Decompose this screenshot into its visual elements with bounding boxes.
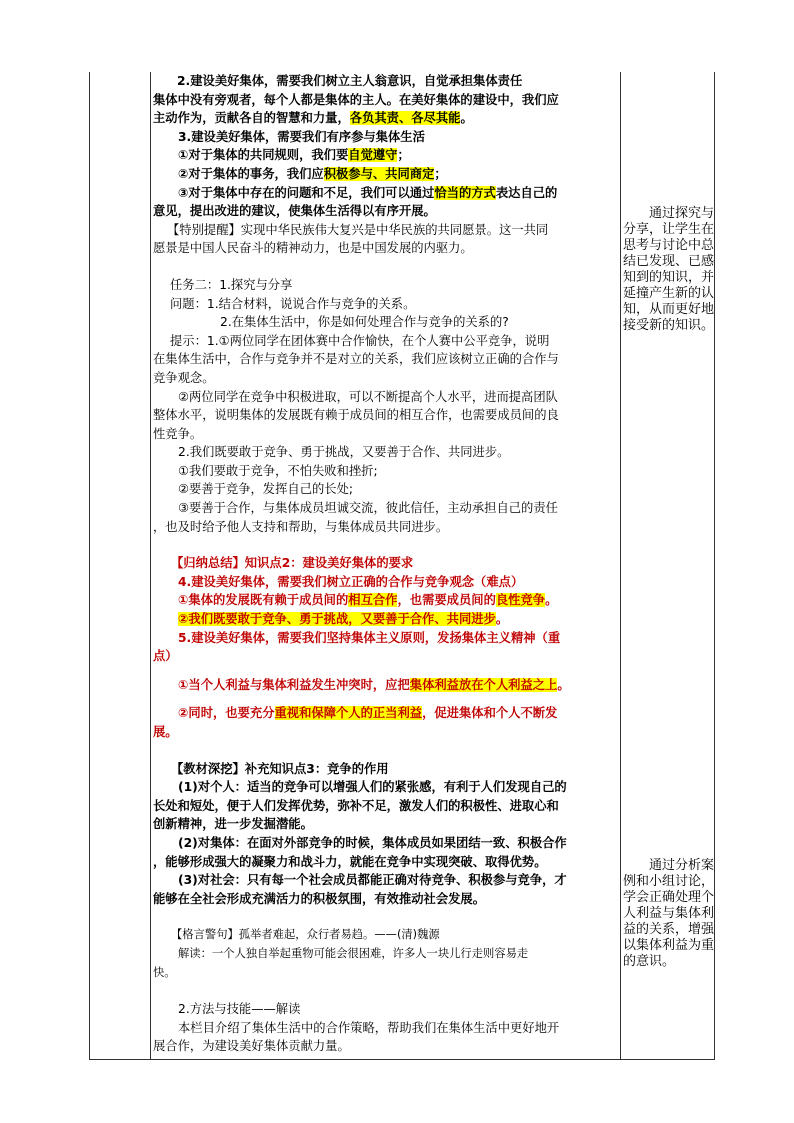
answer-item: ③要善于合作，与集体成员坦诚交流，彼此信任，主动承担自己的责任	[178, 501, 558, 516]
text-run: ①对于集体的共同规则，我们要	[178, 148, 349, 163]
deep-dive-text: 创新精神，进一步发掘潜能。	[153, 817, 313, 832]
side-note-line: 知，从而更好地	[623, 302, 715, 317]
highlight-text: 集体利益放在个人利益之上	[409, 677, 558, 692]
answer-item: ①我们要敢于竞争，不怕失败和挫折;	[178, 463, 378, 478]
point-4-item	[153, 610, 620, 629]
highlight-text: 恰当的方式	[434, 185, 496, 200]
side-note-line: 分享，让学生在	[623, 222, 715, 237]
section-quote	[153, 926, 620, 982]
highlight-text: 良性竞争	[495, 593, 546, 608]
summary-heading	[153, 554, 620, 573]
special-reminder: 【特别提醒】实现中华民族伟大复兴是中华民族的共同愿景。这一共同	[167, 222, 549, 237]
quote-text: 【格言警句】孤举者难起，众行者易趋。——(清)魏源	[171, 928, 440, 942]
highlight-text: 积极参与、共同商定	[323, 166, 435, 181]
answer-text: 在集体生活中，合作与竞争并不是对立的关系，我们应该树立正确的合作与	[153, 352, 559, 367]
side-note-1	[623, 206, 715, 334]
text-run: 表达自己的	[495, 185, 558, 200]
text-run: ①当个人利益与集体利益发生冲突时，应把	[178, 677, 410, 692]
method-title: 2.方法与技能——解读	[178, 1002, 301, 1017]
highlight-text: ②我们既要敢于竞争、勇于挑战，又要善于合作、共同进步	[178, 612, 496, 627]
text-run: ；	[397, 148, 410, 163]
point-3-item	[153, 165, 620, 184]
section-build-collective	[153, 72, 620, 258]
question-2: 2.在集体生活中，你是如何处理合作与竞争的关系的?	[220, 315, 509, 330]
side-note-line: 通过分析案	[649, 858, 715, 873]
summary-tag: 【归纳总结】	[171, 556, 245, 571]
text-run: ①集体的发展既有赖于成员间的	[178, 593, 349, 608]
deep-dive-text: 能够在全社会形成充满活力的积极氛围，有效推动社会发展。	[153, 891, 486, 906]
side-note-line: 以集体利益为重	[623, 938, 715, 953]
highlight-text: 相互合作	[348, 593, 398, 608]
point-2-text-line	[153, 109, 620, 128]
side-note-line: 的意识。	[623, 954, 676, 969]
text-run: ②同时，也要充分	[178, 706, 275, 721]
table-border-left	[89, 72, 90, 1060]
section-textbook-deep-dive	[153, 760, 620, 909]
highlight-text: 重视和保障个人的正当利益	[274, 706, 423, 721]
side-note-line: 延撞产生新的认	[623, 286, 715, 301]
side-note-line: 人利益与集体利	[623, 906, 715, 921]
table-border-bottom	[89, 1059, 715, 1060]
column-divider-2	[620, 72, 621, 1060]
highlight-text: 各负其责、各尽其能	[349, 111, 461, 126]
answer-text: ②两位同学在竞争中积极进取，可以不断提高个人水平，进而提高团队	[178, 389, 558, 404]
answer-text: 性竞争。	[153, 426, 203, 441]
side-note-line: 结已发现、已感	[623, 254, 715, 269]
answer-text: 整体水平，说明集体的发展既有赖于成员间的相互合作，也需要成员间的良	[153, 408, 559, 423]
deep-dive-heading: 【教材深挖】补充知识点3：竞争的作用	[171, 761, 389, 776]
side-note-line: 益的关系，增强	[623, 922, 715, 937]
side-note-line: 学会正确处理个	[623, 890, 715, 905]
point-4-item	[153, 591, 620, 610]
task-2-title: 任务二：1.探究与分享	[170, 277, 293, 292]
point-2-text-line: 集体中没有旁观者，每个人都是集体的主人。在美好集体的建设中，我们应	[153, 92, 559, 107]
side-note-line: 接受新的知识。	[623, 318, 715, 333]
point-5-heading: 5.建设美好集体，需要我们坚持集体主义原则，发扬集体主义精神（重	[178, 630, 561, 645]
text-run: 。	[545, 593, 558, 608]
special-reminder-cont: 愿景是中国人民奋斗的精神动力，也是中国发展的内驱力。	[153, 241, 473, 256]
question-1: 问题：1.结合材料，说说合作与竞争的关系。	[170, 296, 416, 311]
column-divider-1	[150, 72, 151, 1060]
side-note-line: 例和小组讨论，	[623, 874, 715, 889]
deep-dive-text: (3)对社会：只有每一个社会成员都能正确对待竞争、积极参与竞争，才	[178, 873, 567, 888]
text-run: 主动作为，贡献各自的智慧和力量，	[153, 111, 350, 126]
answer-text: 竞争观念。	[153, 370, 215, 385]
section-summary	[153, 554, 620, 741]
method-text-cont: 展合作，为建设美好集体贡献力量。	[153, 1039, 350, 1054]
side-note-line: 通过探究与	[649, 206, 715, 221]
side-note-line: 知到的知识，并	[623, 270, 715, 285]
deep-dive-text: ，能够形成强大的凝聚力和战斗力，就能在竞争中实现突破、取得优势。	[153, 854, 547, 869]
deep-dive-text: 长处和短处，便于人们发挥优势，弥补不足，激发人们的积极性、进取心和	[153, 798, 559, 813]
method-text: 本栏目介绍了集体生活中的合作策略，帮助我们在集体生活中更好地开	[178, 1020, 560, 1035]
text-run: ③对于集体中存在的问题和不足，我们可以通过	[178, 185, 435, 200]
text-run: ②对于集体的事务，我们应	[178, 166, 324, 181]
summary-title: 知识点2：建设美好集体的要求	[244, 556, 414, 571]
quote-explanation-cont: 快。	[153, 965, 176, 979]
text-run: 。	[495, 612, 509, 627]
section-task-2	[153, 276, 620, 536]
answer-item: ②要善于竞争，发挥自己的长处;	[178, 482, 354, 497]
point-5-item	[153, 704, 620, 723]
point-3-item	[153, 184, 620, 203]
deep-dive-text: (1)对个人：适当的竞争可以增强人们的紧张感，有利于人们发现自己的	[178, 780, 567, 795]
point-2-heading: 2.建设美好集体，需要我们树立主人翁意识，自觉承担集体责任	[177, 74, 523, 88]
text-run: 。	[460, 111, 473, 126]
text-run: ，促进集体和个人不断发	[422, 706, 558, 721]
answer-text: 提示：1.①两位同学在团体赛中合作愉快，在个人赛中公平竞争，说明	[170, 333, 550, 348]
text-run: ；	[434, 166, 447, 181]
side-note-2	[623, 858, 715, 970]
answer-item-cont: ，也及时给予他人支持和帮助，与集体成员共同进步。	[153, 519, 449, 534]
side-note-line: 思考与讨论中总	[623, 238, 715, 253]
quote-explanation: 解读：一个人独自举起重物可能会很困难，许多人一块儿行走则容易走	[178, 946, 529, 960]
answer-text: 2.我们既要敢于竞争、勇于挑战，又要善于合作、共同进步。	[178, 445, 510, 460]
point-4-heading: 4.建设美好集体，需要我们树立正确的合作与竞争观念（难点）	[178, 574, 524, 589]
point-5-heading-cont: 点）	[153, 649, 178, 664]
deep-dive-text: (2)对集体：在面对外部竞争的时候，集体成员如果团结一致、积极合作	[178, 835, 567, 850]
point-3-item	[153, 146, 620, 165]
point-3-item-cont: 意见，提出改进的建议，使集体生活得以有序开展。	[153, 204, 436, 219]
highlight-text: 自觉遵守	[348, 148, 398, 163]
point-3-heading: 3.建设美好集体，需要我们有序参与集体生活	[178, 129, 425, 144]
main-content-column	[153, 72, 620, 1056]
section-method-skills	[153, 1000, 620, 1056]
text-run: 。	[557, 677, 570, 692]
point-5-item	[153, 676, 620, 695]
point-5-item-cont: 展。	[153, 725, 178, 739]
text-run: ，也需要成员间的	[397, 593, 496, 608]
